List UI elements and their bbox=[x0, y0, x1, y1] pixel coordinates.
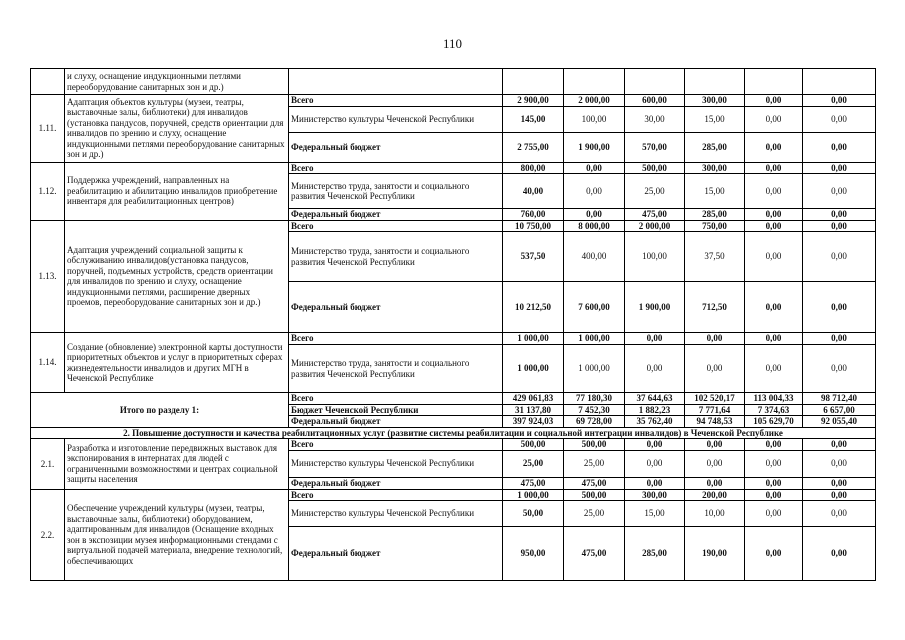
value-cell: 0,00 bbox=[745, 501, 803, 527]
value-cell: 2 000,00 bbox=[625, 220, 685, 232]
table-row bbox=[31, 69, 876, 95]
value-cell: 0,00 bbox=[685, 439, 745, 451]
page-number: 110 bbox=[442, 36, 463, 51]
value-cell: 7 452,30 bbox=[564, 404, 625, 416]
funding-source: Федеральный бюджет bbox=[289, 282, 503, 333]
value-cell: 10 750,00 bbox=[503, 220, 564, 232]
value-cell: 0,00 bbox=[625, 450, 685, 477]
value-cell: 0,00 bbox=[745, 282, 803, 333]
item-description: Адаптация учреждений социальной защиты к обслуживанию инвалидов(установка пандусов, поручней, подъемных устройств, средств ориентации для инвалидов по зрению и слуху, оснащение индукционными петлями, расширение дверных проемов, переоборудование санитарных зон и др.) bbox=[65, 220, 289, 333]
value-cell: 200,00 bbox=[685, 489, 745, 501]
value-cell: 0,00 bbox=[803, 106, 876, 132]
funding-source: Министерство труда, занятости и социального развития Чеченской Республики bbox=[289, 232, 503, 282]
value-cell: 145,00 bbox=[503, 106, 564, 132]
value-cell bbox=[503, 69, 564, 95]
value-cell: 0,00 bbox=[625, 345, 685, 393]
value-cell: 0,00 bbox=[685, 477, 745, 489]
value-cell: 0,00 bbox=[685, 345, 745, 393]
value-cell: 15,00 bbox=[685, 106, 745, 132]
funding-source: Министерство труда, занятости и социального развития Чеченской Республики bbox=[289, 174, 503, 209]
value-cell: 37,50 bbox=[685, 232, 745, 282]
value-cell: 0,00 bbox=[803, 345, 876, 393]
funding-source: Всего bbox=[289, 95, 503, 107]
value-cell: 0,00 bbox=[745, 132, 803, 162]
value-cell: 0,00 bbox=[803, 232, 876, 282]
value-cell: 537,50 bbox=[503, 232, 564, 282]
item-number: 2.1. bbox=[31, 439, 65, 490]
value-cell: 400,00 bbox=[564, 232, 625, 282]
value-cell: 40,00 bbox=[503, 174, 564, 209]
value-cell: 1 000,00 bbox=[503, 489, 564, 501]
value-cell: 475,00 bbox=[503, 477, 564, 489]
value-cell bbox=[685, 69, 745, 95]
value-cell: 102 520,17 bbox=[685, 393, 745, 405]
funding-source: Федеральный бюджет bbox=[289, 477, 503, 489]
value-cell: 0,00 bbox=[745, 209, 803, 221]
value-cell: 1 000,00 bbox=[564, 333, 625, 345]
value-cell: 0,00 bbox=[803, 477, 876, 489]
value-cell: 500,00 bbox=[625, 162, 685, 174]
section-header: 2. Повышение доступности и качества реабилитационных услуг (развитие системы реабилитации и социальной интеграции инвалидов) в Чеченской Республике bbox=[31, 427, 876, 439]
value-cell: 30,00 bbox=[625, 106, 685, 132]
value-cell: 0,00 bbox=[803, 174, 876, 209]
funding-source: Всего bbox=[289, 489, 503, 501]
value-cell: 0,00 bbox=[803, 527, 876, 581]
value-cell: 0,00 bbox=[745, 439, 803, 451]
value-cell: 98 712,40 bbox=[803, 393, 876, 405]
table-row bbox=[31, 95, 876, 107]
value-cell: 0,00 bbox=[803, 489, 876, 501]
value-cell: 2 000,00 bbox=[564, 95, 625, 107]
value-cell: 25,00 bbox=[503, 450, 564, 477]
table-body bbox=[31, 69, 876, 581]
value-cell: 0,00 bbox=[803, 209, 876, 221]
value-cell: 7 771,64 bbox=[685, 404, 745, 416]
value-cell bbox=[745, 69, 803, 95]
value-cell: 0,00 bbox=[685, 333, 745, 345]
value-cell: 92 055,40 bbox=[803, 416, 876, 428]
table-row bbox=[31, 220, 876, 232]
value-cell: 0,00 bbox=[564, 209, 625, 221]
value-cell: 0,00 bbox=[745, 220, 803, 232]
value-cell: 1 882,23 bbox=[625, 404, 685, 416]
funding-source: Министерство культуры Чеченской Республики bbox=[289, 501, 503, 527]
value-cell bbox=[803, 69, 876, 95]
total-row bbox=[31, 393, 876, 405]
funding-source: Министерство труда, занятости и социального развития Чеченской Республики bbox=[289, 345, 503, 393]
value-cell: 1 000,00 bbox=[503, 345, 564, 393]
value-cell: 1 000,00 bbox=[564, 345, 625, 393]
value-cell: 500,00 bbox=[564, 489, 625, 501]
value-cell: 300,00 bbox=[625, 489, 685, 501]
item-number: 1.14. bbox=[31, 333, 65, 393]
funding-source: Всего bbox=[289, 393, 503, 405]
value-cell: 600,00 bbox=[625, 95, 685, 107]
value-cell: 570,00 bbox=[625, 132, 685, 162]
table-row bbox=[31, 333, 876, 345]
item-number: 1.11. bbox=[31, 95, 65, 163]
value-cell: 77 180,30 bbox=[564, 393, 625, 405]
value-cell: 0,00 bbox=[745, 527, 803, 581]
funding-source: Бюджет Чеченской Республики bbox=[289, 404, 503, 416]
value-cell: 760,00 bbox=[503, 209, 564, 221]
value-cell: 0,00 bbox=[803, 501, 876, 527]
value-cell: 0,00 bbox=[745, 95, 803, 107]
value-cell: 0,00 bbox=[564, 162, 625, 174]
funding-source: Всего bbox=[289, 162, 503, 174]
value-cell: 0,00 bbox=[745, 106, 803, 132]
funding-source: Федеральный бюджет bbox=[289, 527, 503, 581]
value-cell: 300,00 bbox=[685, 95, 745, 107]
funding-source: Всего bbox=[289, 333, 503, 345]
funding-source: Федеральный бюджет bbox=[289, 416, 503, 428]
value-cell: 950,00 bbox=[503, 527, 564, 581]
value-cell: 2 755,00 bbox=[503, 132, 564, 162]
value-cell: 25,00 bbox=[564, 450, 625, 477]
funding-source: Министерство культуры Чеченской Республики bbox=[289, 106, 503, 132]
value-cell: 397 924,03 bbox=[503, 416, 564, 428]
funding-source: Всего bbox=[289, 220, 503, 232]
value-cell: 712,50 bbox=[685, 282, 745, 333]
value-cell: 0,00 bbox=[745, 162, 803, 174]
value-cell: 475,00 bbox=[625, 209, 685, 221]
item-description: Создание (обновление) электронной карты доступности приоритетных объектов и услуг в приоритетных сферах жизнедеятельности инвалидов и других МГН в Чеченской Республике bbox=[65, 333, 289, 393]
value-cell: 285,00 bbox=[625, 527, 685, 581]
value-cell: 100,00 bbox=[625, 232, 685, 282]
value-cell: 0,00 bbox=[745, 450, 803, 477]
section-header-row bbox=[31, 427, 876, 439]
value-cell: 0,00 bbox=[803, 220, 876, 232]
value-cell: 35 762,40 bbox=[625, 416, 685, 428]
value-cell: 500,00 bbox=[503, 439, 564, 451]
value-cell: 94 748,53 bbox=[685, 416, 745, 428]
value-cell: 285,00 bbox=[685, 209, 745, 221]
value-cell: 2 900,00 bbox=[503, 95, 564, 107]
value-cell: 800,00 bbox=[503, 162, 564, 174]
value-cell: 429 061,83 bbox=[503, 393, 564, 405]
value-cell: 0,00 bbox=[625, 439, 685, 451]
value-cell: 25,00 bbox=[564, 501, 625, 527]
value-cell bbox=[625, 69, 685, 95]
value-cell: 285,00 bbox=[685, 132, 745, 162]
value-cell: 0,00 bbox=[803, 95, 876, 107]
funding-source: Федеральный бюджет bbox=[289, 132, 503, 162]
funding-source: Министерство культуры Чеченской Республики bbox=[289, 450, 503, 477]
value-cell: 475,00 bbox=[564, 527, 625, 581]
value-cell: 0,00 bbox=[803, 282, 876, 333]
value-cell: 0,00 bbox=[745, 333, 803, 345]
item-description: Разработка и изготовление передвижных выставок для экспонирования в интернатах для людей с ограниченными возможностями и центрах социальной защиты населения bbox=[65, 439, 289, 490]
value-cell: 8 000,00 bbox=[564, 220, 625, 232]
value-cell: 0,00 bbox=[745, 489, 803, 501]
value-cell: 10 212,50 bbox=[503, 282, 564, 333]
value-cell: 6 657,00 bbox=[803, 404, 876, 416]
item-number: 1.13. bbox=[31, 220, 65, 333]
value-cell: 15,00 bbox=[625, 501, 685, 527]
value-cell: 0,00 bbox=[745, 232, 803, 282]
value-cell: 0,00 bbox=[564, 174, 625, 209]
value-cell: 50,00 bbox=[503, 501, 564, 527]
value-cell: 300,00 bbox=[685, 162, 745, 174]
value-cell: 0,00 bbox=[625, 333, 685, 345]
value-cell: 10,00 bbox=[685, 501, 745, 527]
value-cell: 25,00 bbox=[625, 174, 685, 209]
table-row bbox=[31, 489, 876, 501]
item-description: Обеспечение учреждений культуры (музеи, театры, выставочные залы, библиотеки) оборудованием, адаптированным для инвалидов (Оснащение входных зон в экспозиции музея информационными стендами с виртуальной подачей материала, внедрение технологий, обеспечивающих bbox=[65, 489, 289, 581]
value-cell: 190,00 bbox=[685, 527, 745, 581]
value-cell: 0,00 bbox=[685, 450, 745, 477]
value-cell: 0,00 bbox=[745, 477, 803, 489]
value-cell: 37 644,63 bbox=[625, 393, 685, 405]
item-description: Адаптация объектов культуры (музеи, театры, выставочные залы, библиотеки) для инвалидов (установка пандусов, поручней, средств ориентации для инвалидов по зрению и слуху, оснащение индукционными петлями переоборудование санитарных зон и др.) bbox=[65, 95, 289, 163]
table-row bbox=[31, 439, 876, 451]
value-cell: 105 629,70 bbox=[745, 416, 803, 428]
funding-source: Федеральный бюджет bbox=[289, 209, 503, 221]
item-description: и слуху, оснащение индукционными петлями переоборудование санитарных зон и др.) bbox=[65, 69, 289, 95]
value-cell: 1 900,00 bbox=[564, 132, 625, 162]
section-total-label: Итого по разделу 1: bbox=[31, 393, 289, 428]
value-cell: 0,00 bbox=[803, 333, 876, 345]
value-cell: 7 600,00 bbox=[564, 282, 625, 333]
value-cell: 0,00 bbox=[745, 345, 803, 393]
funding-source: Всего bbox=[289, 439, 503, 451]
value-cell: 750,00 bbox=[685, 220, 745, 232]
value-cell: 0,00 bbox=[625, 477, 685, 489]
value-cell: 0,00 bbox=[803, 132, 876, 162]
value-cell: 100,00 bbox=[564, 106, 625, 132]
table-row bbox=[31, 162, 876, 174]
value-cell: 1 900,00 bbox=[625, 282, 685, 333]
value-cell: 15,00 bbox=[685, 174, 745, 209]
budget-table bbox=[30, 68, 876, 581]
item-number-cell bbox=[31, 69, 65, 95]
item-number: 1.12. bbox=[31, 162, 65, 220]
item-number: 2.2. bbox=[31, 489, 65, 581]
value-cell bbox=[564, 69, 625, 95]
value-cell: 113 004,33 bbox=[745, 393, 803, 405]
value-cell: 69 728,00 bbox=[564, 416, 625, 428]
value-cell: 7 374,63 bbox=[745, 404, 803, 416]
value-cell: 0,00 bbox=[803, 439, 876, 451]
value-cell: 500,00 bbox=[564, 439, 625, 451]
funding-source-cell bbox=[289, 69, 503, 95]
value-cell: 0,00 bbox=[803, 450, 876, 477]
item-description: Поддержка учреждений, направленных на реабилитацию и абилитацию инвалидов приобретение инвентаря для реабилитационных центров) bbox=[65, 162, 289, 220]
value-cell: 0,00 bbox=[803, 162, 876, 174]
value-cell: 0,00 bbox=[745, 174, 803, 209]
value-cell: 31 137,80 bbox=[503, 404, 564, 416]
value-cell: 475,00 bbox=[564, 477, 625, 489]
value-cell: 1 000,00 bbox=[503, 333, 564, 345]
